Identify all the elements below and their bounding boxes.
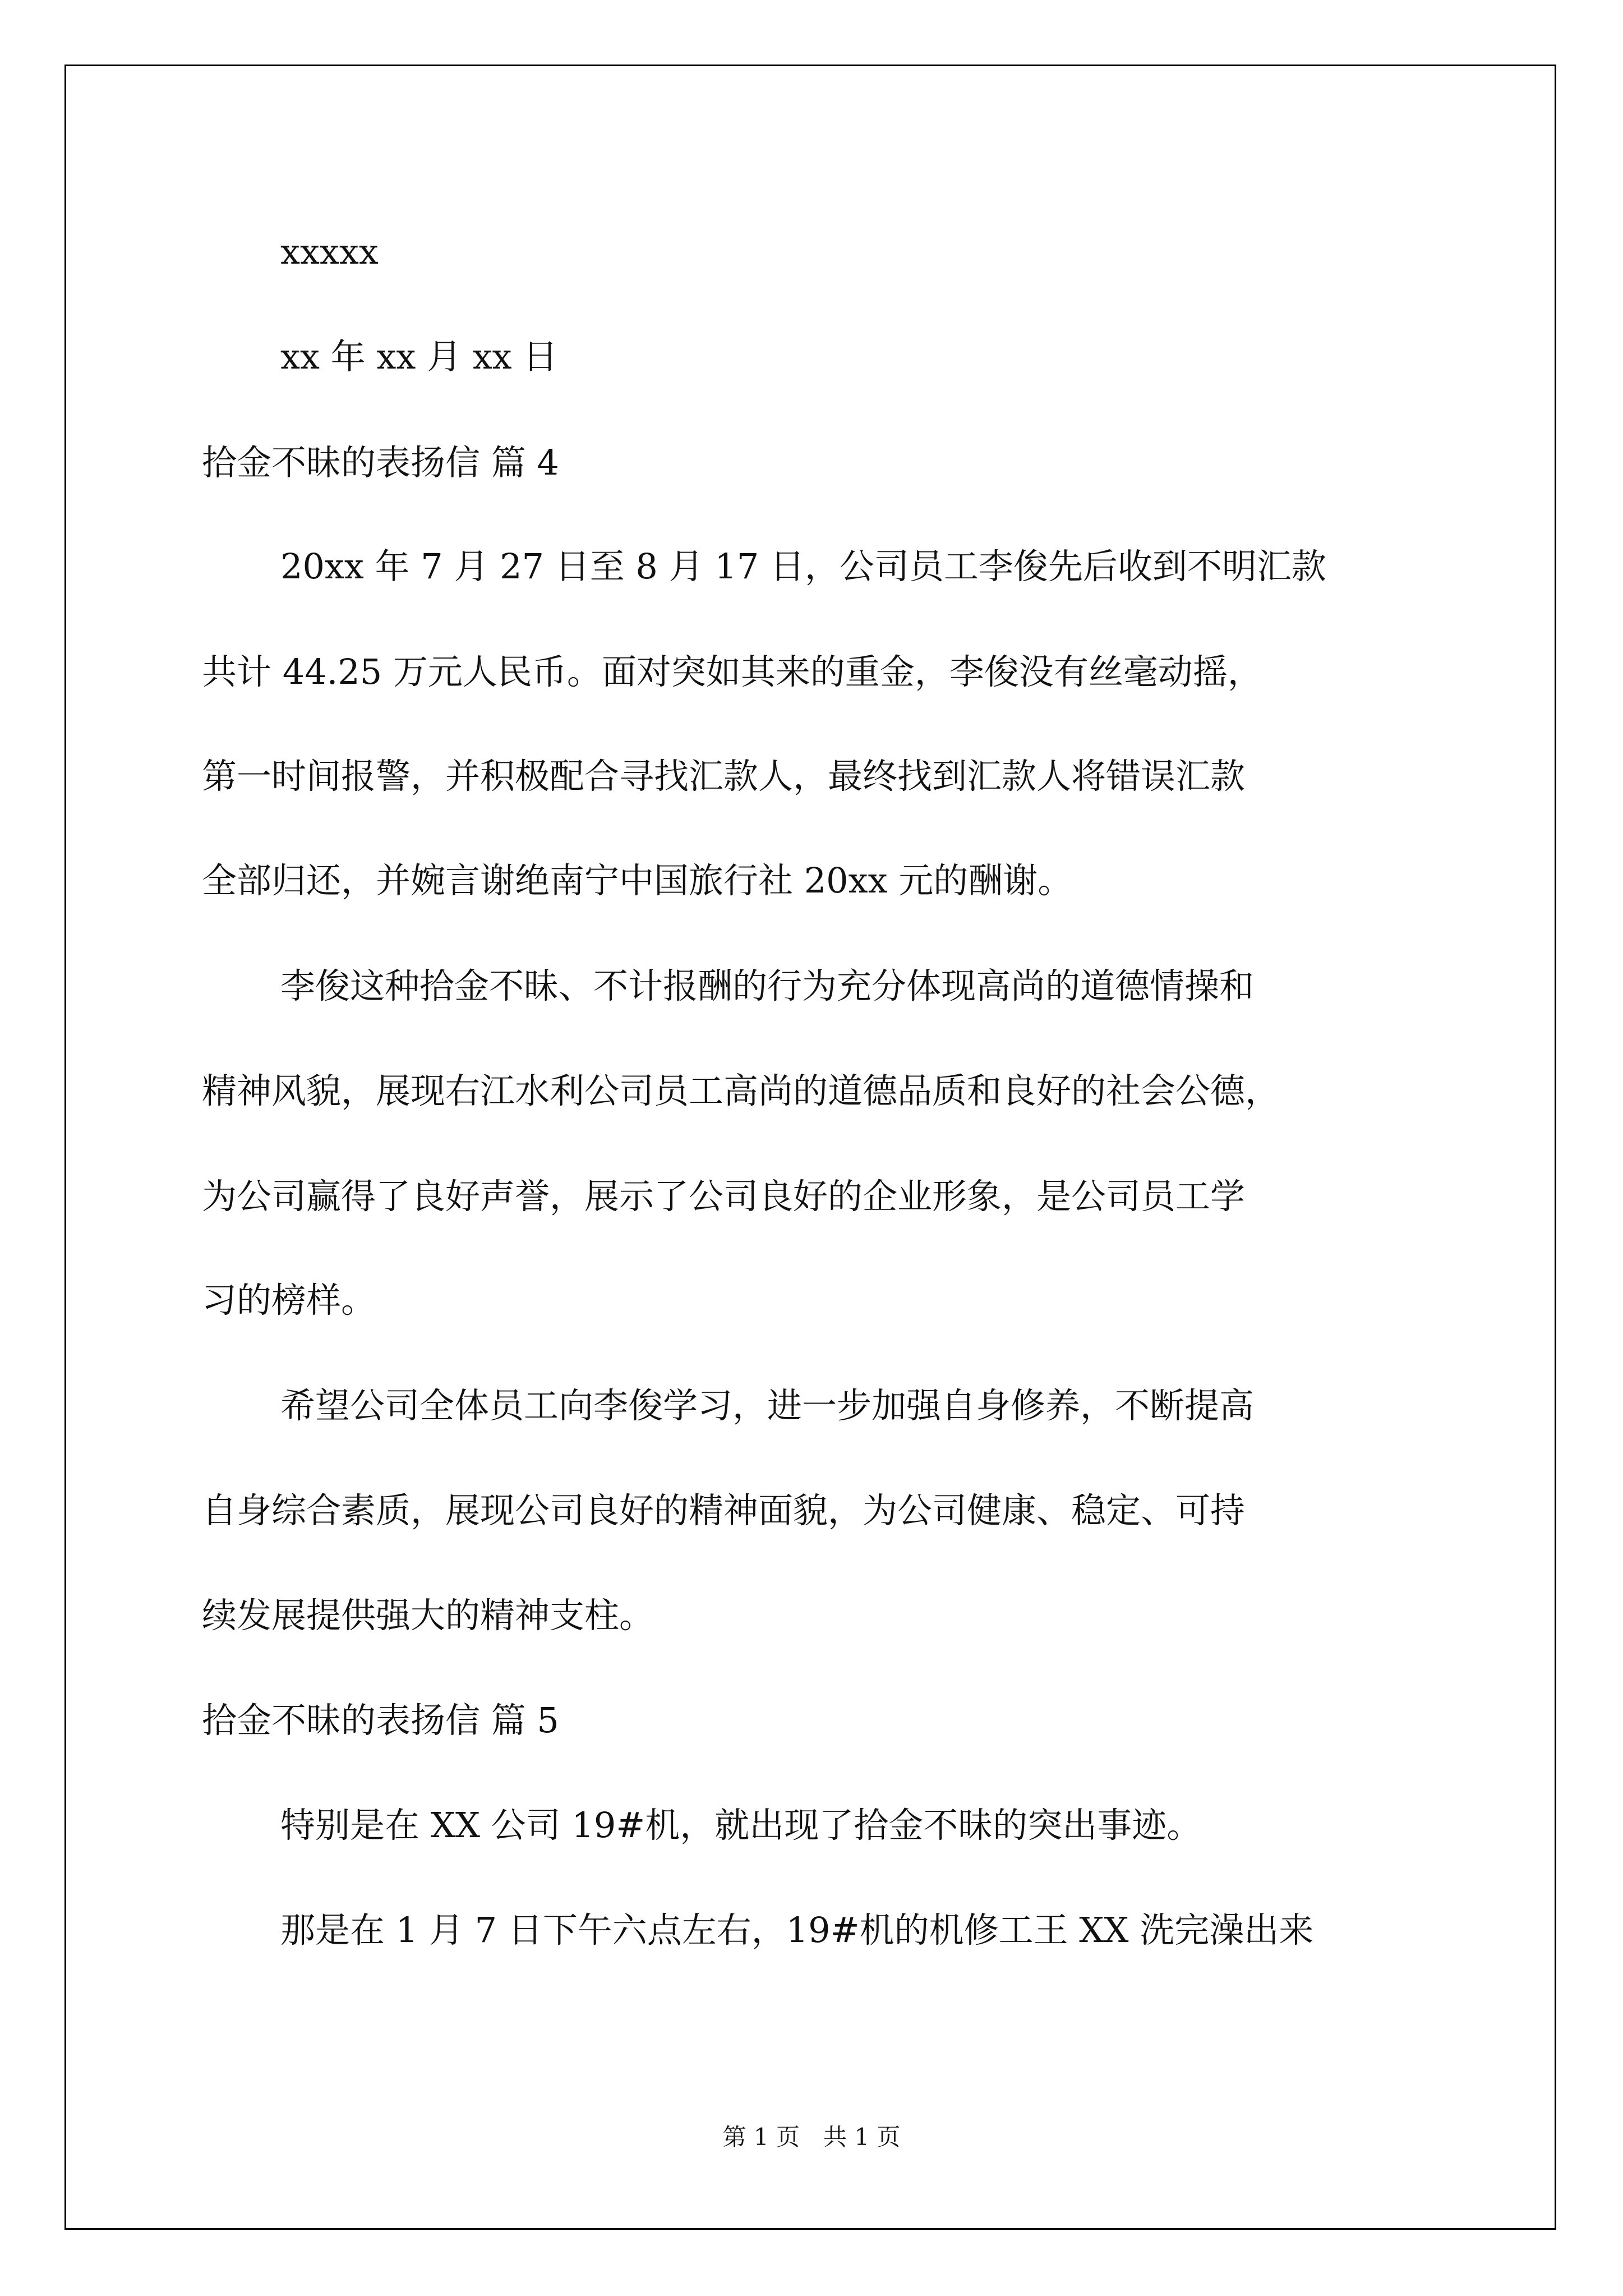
signature-name: xxxxx bbox=[280, 231, 379, 272]
paragraph-line: 李俊这种拾金不昧、不计报酬的行为充分体现高尚的道德情操和 bbox=[280, 965, 1255, 1006]
paragraph-line: 为公司赢得了良好声誉，展示了公司良好的企业形象，是公司员工学 bbox=[202, 1176, 1246, 1217]
paragraph-line: 希望公司全体员工向李俊学习，进一步加强自身修养，不断提高 bbox=[280, 1385, 1255, 1426]
paragraph-line: 特别是在 XX 公司 19#机，就出现了拾金不昧的突出事迹。 bbox=[280, 1805, 1202, 1846]
paragraph-line: 共计 44.25 万元人民币。面对突如其来的重金，李俊没有丝毫动摇， bbox=[202, 651, 1262, 692]
paragraph-line: 20xx 年 7 月 27 日至 8 月 17 日，公司员工李俊先后收到不明汇款 bbox=[280, 546, 1326, 587]
paragraph-line: 精神风貌，展现右江水利公司员工高尚的道德品质和良好的社会公德， bbox=[202, 1070, 1280, 1111]
section-heading-5: 拾金不昧的表扬信 篇 5 bbox=[202, 1700, 559, 1741]
page-border bbox=[64, 65, 1556, 2230]
paragraph-line: 第一时间报警，并积极配合寻找汇款人，最终找到汇款人将错误汇款 bbox=[202, 756, 1246, 797]
signature-date: xx 年 xx 月 xx 日 bbox=[280, 336, 558, 377]
section-heading-4: 拾金不昧的表扬信 篇 4 bbox=[202, 442, 559, 483]
paragraph-line: 续发展提供强大的精神支柱。 bbox=[202, 1595, 654, 1636]
paragraph-line: 全部归还，并婉言谢绝南宁中国旅行社 20xx 元的酬谢。 bbox=[202, 860, 1073, 901]
paragraph-line: 自身综合素质，展现公司良好的精神面貌，为公司健康、稳定、可持 bbox=[202, 1490, 1246, 1531]
page-footer: 第 1 页 共 1 页 bbox=[722, 2123, 901, 2151]
paragraph-line: 习的榜样。 bbox=[202, 1280, 376, 1320]
paragraph-line: 那是在 1 月 7 日下午六点左右，19#机的机修工王 XX 洗完澡出来 bbox=[280, 1910, 1314, 1950]
